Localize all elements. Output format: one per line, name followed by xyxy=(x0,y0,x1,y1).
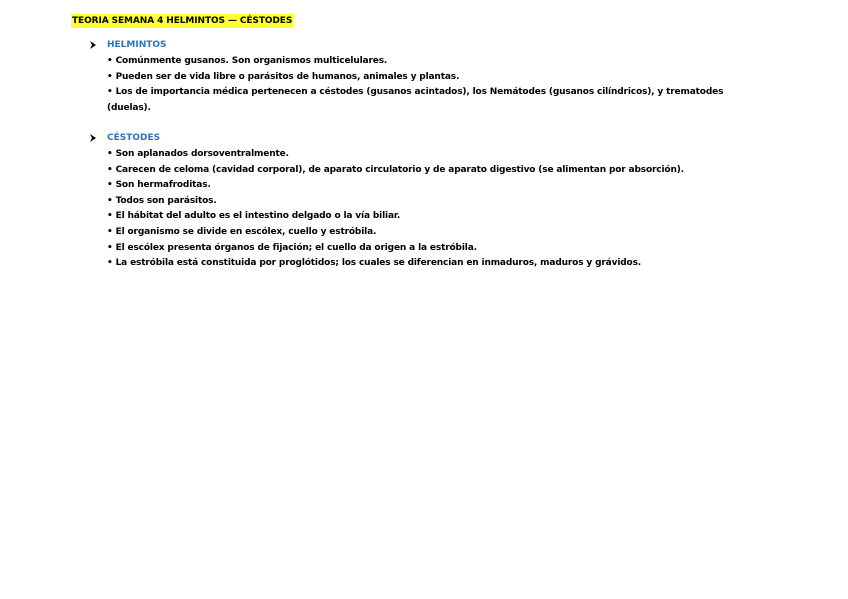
list-item: • Todos son parásitos. xyxy=(107,195,217,206)
list-item: • La estróbila está constituida por proglótidos; los cuales se diferencian en inmaduros, maduros y grávidos. xyxy=(107,258,642,269)
list-item: • Son aplanados dorsoventralmente. xyxy=(107,149,289,159)
list-item: • El hábitat del adulto es el intestino delgado o la vía biliar. xyxy=(107,211,401,222)
section-title: HELMINTOS xyxy=(107,40,167,50)
bullet-list xyxy=(88,147,768,272)
section-header xyxy=(88,131,768,145)
list-item: • Comúnmente gusanos. Son organismos multicelulares. xyxy=(107,56,388,66)
section-title: CÉSTODES xyxy=(107,133,161,143)
bullet-list xyxy=(88,54,768,116)
section-header xyxy=(88,38,768,52)
list-item: • El escólex presenta órganos de fijación; el cuello da origen a la estróbila. xyxy=(107,242,477,253)
list-item: • Los de importancia médica pertenecen a céstodes (gusanos acintados), los Nemátodes (gusanos cilíndricos), y trematodes (duelas). xyxy=(107,87,724,113)
document-title: TEORIA SEMANA 4 HELMINTOS — CÉSTODES xyxy=(72,16,293,26)
list-item: • Son hermafroditas. xyxy=(107,180,211,191)
list-item: • Carecen de celoma (cavidad corporal), de aparato circulatorio y de aparato digestivo (se alimentan por absorción). xyxy=(107,164,684,175)
section-cestodes xyxy=(88,131,768,272)
section-helmintos xyxy=(88,38,768,116)
list-item: • Pueden ser de vida libre o parásitos de humanos, animales y plantas. xyxy=(107,71,460,82)
arrow-bullet-icon xyxy=(88,40,98,50)
list-item: • El organismo se divide en escólex, cuello y estróbila. xyxy=(107,226,377,237)
arrow-bullet-icon xyxy=(88,133,98,143)
